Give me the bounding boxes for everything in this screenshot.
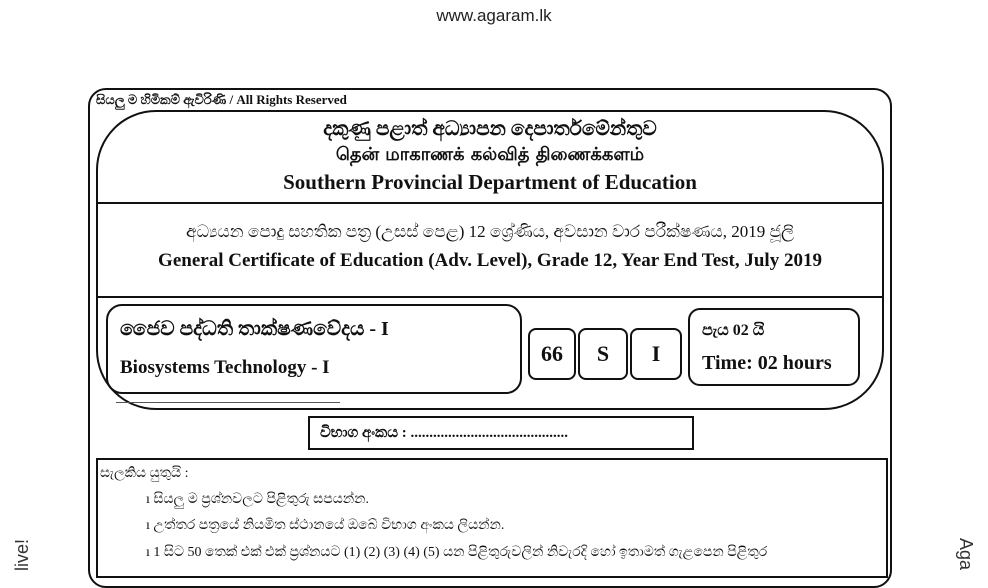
website-url: www.agaram.lk: [436, 6, 552, 25]
index-number-field[interactable]: විභාග අංකය : ..........................................: [308, 416, 694, 450]
subject-sinhala: ජෛව පද්ධති තාක්ෂණවේදය - I: [120, 318, 389, 340]
side-text-right: Aga: [956, 538, 976, 571]
exam-title-sinhala: අධ්‍යයන පොදු සහතික පත්‍ර (උසස් පෙළ) 12 ශ්‍රේණිය, අවසාන වාර පරීක්ෂණය, 2019 ජූලි: [186, 222, 794, 241]
instruction-item: ı උත්තර පත්‍රයේ නියමිත ස්ථානයේ ඔබේ විභාග අංකය ලියන්න.: [146, 518, 505, 533]
code-box-medium: S: [578, 328, 628, 380]
department-tamil: தென் மாகாணக் கல்வித் திணைக்களம்: [335, 144, 645, 165]
instruction-item: ı සියලු ම ප්‍රශ්නවලට පිළිතුරු සපයන්න.: [146, 492, 370, 507]
instruction-item: ı 1 සිට 50 තෙක් එක් එක් ප්‍රශ්නයට (1) (2) (3) (4) (5) යන පිළිතුරුවලින් නිවැරදි හෝ ඉතාමත් ගැළපෙන පිළිතුර: [146, 545, 768, 560]
duration-english: Time: 02 hours: [702, 352, 832, 374]
code-box-subject: 66: [528, 328, 576, 380]
rights-notice: සියලු ම හිමිකම් ඇවිරිණි / All Rights Reserved: [96, 92, 347, 107]
side-text-left: live!: [12, 538, 32, 571]
instructions-heading: සැලකිය යුතුයි :: [100, 466, 189, 481]
code-box-paper: I: [630, 328, 682, 380]
department-english: Southern Provincial Department of Education: [283, 170, 697, 194]
duration-sinhala: පැය 02 යි: [702, 322, 765, 339]
department-sinhala: දකුණු පළාත් අධ්‍යාපන දෙපාර්තමේන්තුව: [323, 118, 657, 140]
subject-underline: [116, 402, 340, 403]
exam-title-english: General Certificate of Education (Adv. Level), Grade 12, Year End Test, July 2019: [158, 250, 822, 271]
subject-english: Biosystems Technology - I: [120, 357, 330, 378]
